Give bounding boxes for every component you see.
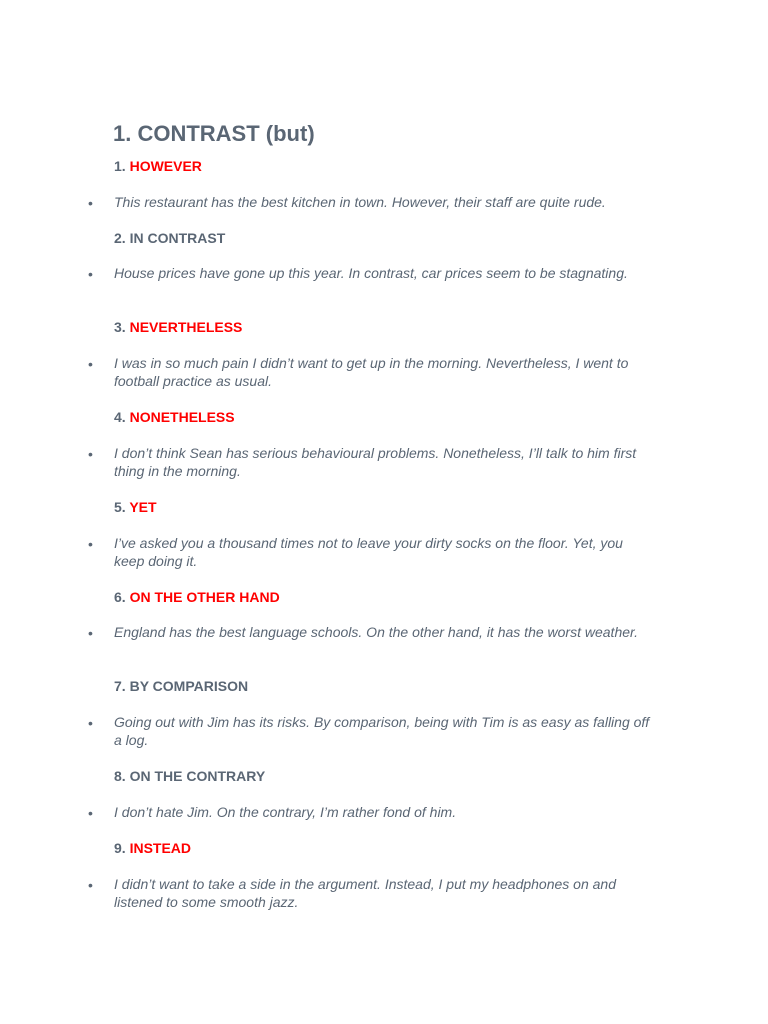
section-keyword: NONETHELESS bbox=[129, 409, 235, 425]
section-keyword: IN CONTRAST bbox=[129, 230, 226, 246]
section-number: 8. bbox=[114, 768, 126, 784]
bullet-icon: • bbox=[88, 266, 93, 282]
section-keyword: INSTEAD bbox=[129, 840, 192, 856]
section-heading-nevertheless bbox=[114, 318, 242, 336]
example-sentence: I’ve asked you a thousand times not to leave your dirty socks on the floor. Yet, you keep doing it. bbox=[114, 535, 623, 569]
example-sentence: I didn’t want to take a side in the argument. Instead, I put my headphones on and listened to some smooth jazz. bbox=[114, 876, 616, 910]
section-number: 9. bbox=[114, 840, 126, 856]
bullet-icon: • bbox=[88, 877, 93, 893]
section-keyword: BY COMPARISON bbox=[129, 678, 249, 694]
section-keyword: HOWEVER bbox=[129, 158, 202, 174]
bullet-icon: • bbox=[88, 356, 93, 372]
example-sentence: I don’t hate Jim. On the contrary, I’m rather fond of him. bbox=[114, 804, 457, 820]
section-number: 5. bbox=[114, 499, 126, 515]
page-title: 1. CONTRAST (but) bbox=[113, 121, 315, 146]
example-sentence: England has the best language schools. On the other hand, it has the worst weather. bbox=[114, 624, 639, 640]
section-number: 6. bbox=[114, 589, 126, 605]
bullet-icon: • bbox=[88, 446, 93, 462]
section-heading-nonetheless bbox=[114, 408, 235, 426]
bullet-icon: • bbox=[88, 536, 93, 552]
section-heading-instead bbox=[114, 839, 191, 857]
section-heading-yet bbox=[114, 498, 157, 516]
section-keyword: YET bbox=[129, 499, 157, 515]
bullet-icon: • bbox=[88, 195, 93, 211]
section-number: 4. bbox=[114, 409, 126, 425]
section-number: 3. bbox=[114, 319, 126, 335]
bullet-icon: • bbox=[88, 715, 93, 731]
section-heading-however bbox=[114, 157, 202, 175]
example-sentence: I don’t think Sean has serious behavioural problems. Nonetheless, I’ll talk to him first thing in the morning. bbox=[114, 445, 637, 479]
example-sentence: I was in so much pain I didn’t want to get up in the morning. Nevertheless, I went to football practice as usual. bbox=[114, 355, 629, 389]
bullet-icon: • bbox=[88, 625, 93, 641]
section-heading-on-the-other-hand bbox=[114, 588, 280, 606]
section-number: 2. bbox=[114, 230, 126, 246]
section-number: 7. bbox=[114, 678, 126, 694]
section-heading-on-the-contrary bbox=[114, 767, 265, 785]
section-number: 1. bbox=[114, 158, 126, 174]
section-heading-in-contrast bbox=[114, 229, 225, 247]
section-keyword: ON THE CONTRARY bbox=[129, 768, 266, 784]
bullet-icon: • bbox=[88, 805, 93, 821]
section-heading-by-comparison bbox=[114, 677, 248, 695]
example-sentence: House prices have gone up this year. In contrast, car prices seem to be stagnating. bbox=[114, 265, 628, 281]
example-sentence: Going out with Jim has its risks. By comparison, being with Tim is as easy as falling off a log. bbox=[114, 714, 650, 748]
section-keyword: ON THE OTHER HAND bbox=[129, 589, 280, 605]
section-keyword: NEVERTHELESS bbox=[129, 319, 243, 335]
example-sentence: This restaurant has the best kitchen in town. However, their staff are quite rude. bbox=[114, 194, 606, 210]
